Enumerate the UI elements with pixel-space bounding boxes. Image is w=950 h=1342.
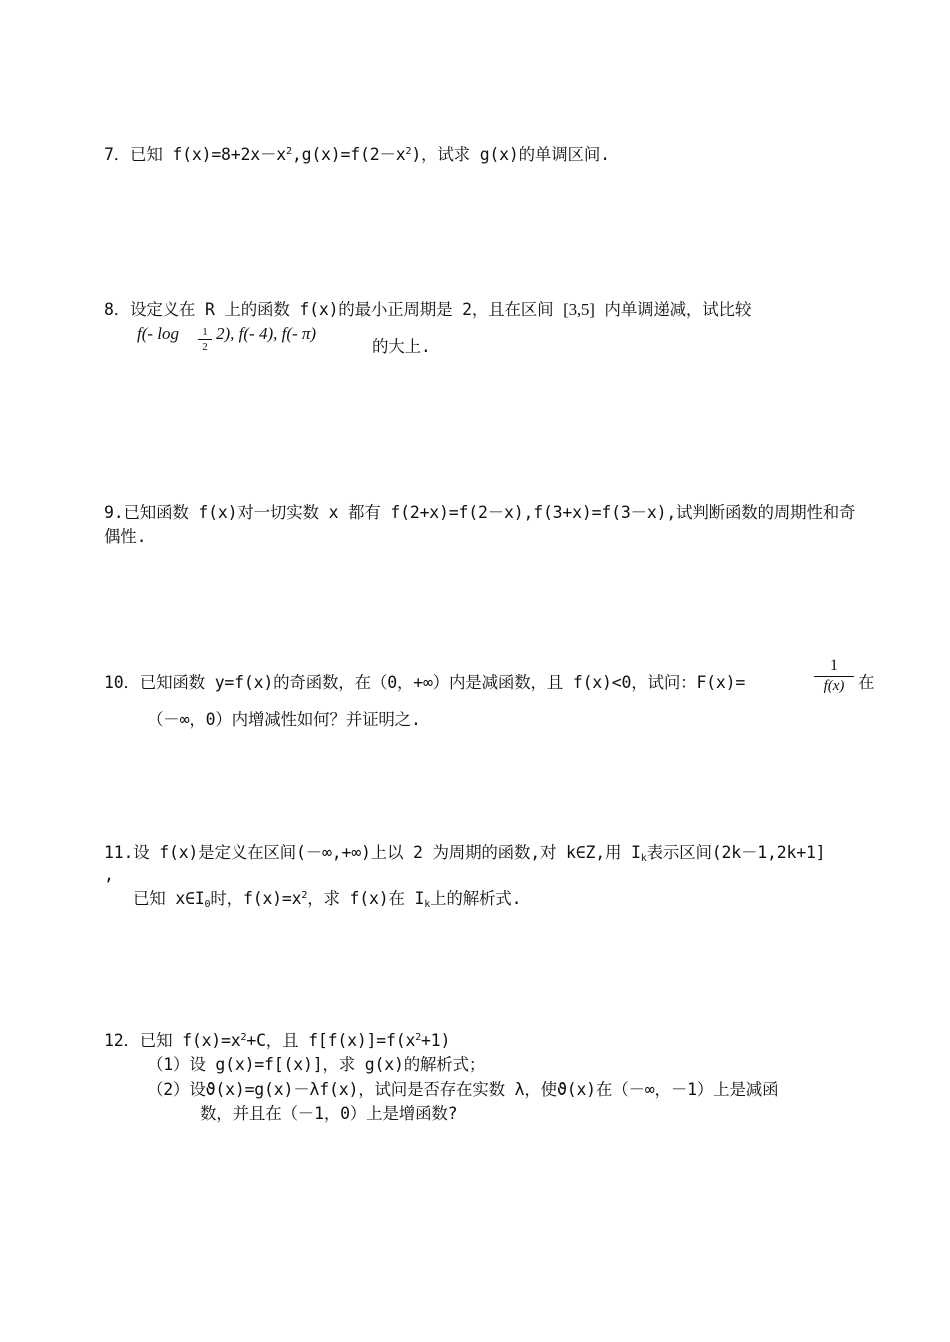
q7-sup-1: 2 [286,146,292,157]
question-7 [104,144,610,166]
question-11-line-1 [104,842,825,864]
q8-expr-part-b: 2), f(- 4), f(- π) [216,324,317,343]
q12-text-3: +1) [421,1031,451,1050]
q11-comma [104,864,114,886]
q9-text-1: 9.已知函数 f(x)对一切实数 x 都有 f(2+x)=f(2－x),f(3+x)=f(3－x),试判断函数的周期性和奇 [104,503,856,522]
q8-log-base-den: 2 [202,341,208,353]
q12-text-1: 12．已知 f(x)=x [104,1031,241,1050]
q8-log-base-num: 1 [202,326,208,338]
q10-text-1: 10．已知函数 y=f(x)的奇函数，在（0，+∞）内是减函数，且 f(x)<0，试问：F(x)= [104,673,746,692]
q12-sup-2: 2 [415,1032,422,1043]
question-10-line-2 [147,709,421,731]
question-9-line-2 [104,526,146,548]
q11-sub-k2: k [424,899,431,910]
q10-frac-bar [814,676,854,677]
q8-log-base-bar [198,339,212,340]
q11-text-4: 时，f(x)=x [210,889,302,908]
q8-text-3: 的大上. [372,337,431,356]
q10-frac-den: f(x) [823,678,845,694]
q10-frac-num: 1 [830,657,838,674]
q7-text-1: 已知 f(x)=8+2x－x [130,145,287,164]
q7-text-2: ,g(x)=f(2－x [291,145,406,164]
q11-sup-2: 2 [301,890,308,901]
question-9-line-1 [104,502,855,524]
q8-expr-part-a: f(- log [137,324,180,343]
q11-comma-text: , [104,865,114,884]
question-12-line-3 [147,1079,778,1101]
question-8-line-1 [104,299,751,321]
q9-text-2: 偶性. [104,527,147,546]
q10-tail [858,672,874,694]
q12-text-4: （1）设 g(x)=f[(x)]，求 g(x)的解析式； [147,1055,486,1074]
question-12-line-1 [104,1030,450,1052]
q8-log-base [198,326,212,353]
q11-text-6: 上的解析式. [430,889,522,908]
q12-sup-1: 2 [240,1032,247,1043]
q8-expression-b [216,324,316,344]
q10-text-3: （－∞，0）内增减性如何？并证明之. [147,710,421,729]
q11-text-5: ，求 f(x)在 I [307,889,425,908]
q8-text-2: 内单调递减，试比较 [604,300,752,319]
q10-fraction [814,657,854,695]
question-12-line-2 [147,1054,485,1076]
q11-sub-k: k [640,853,647,864]
q11-text-3: 已知 x∈I [133,889,205,908]
q7-sup-2: 2 [405,146,412,157]
question-7-number: 7． [104,145,131,164]
question-10-line-1 [104,672,745,694]
q10-text-2: 在 [858,673,875,692]
q8-interval: [3,5] [563,300,595,319]
q11-text-2: 表示区间(2k－1,2k+1] [646,843,826,862]
q8-expression [137,324,179,344]
q11-text-1: 11.设 f(x)是定义在区间(－∞,+∞)上以 2 为周期的函数,对 k∈Z,用 I [104,843,641,862]
question-12-line-4 [200,1103,457,1125]
q8-line-2-tail [372,336,431,358]
q11-sub-0: 0 [204,899,211,910]
q12-text-5: （2）设ϑ(x)=g(x)－λf(x)，试问是否存在实数 λ，使ϑ(x)在（－∞，－1）上是减函 [147,1080,779,1099]
question-11-line-2 [133,888,521,910]
q12-text-2: +C，且 f[f(x)]=f(x [246,1031,416,1050]
q8-text-1: 8．设定义在 R 上的函数 f(x)的最小正周期是 2，且在区间 [104,300,554,319]
q12-text-6: 数，并且在（－1，0）上是增函数? [200,1104,458,1123]
q7-text-3: )，试求 g(x)的单调区间. [411,145,610,164]
